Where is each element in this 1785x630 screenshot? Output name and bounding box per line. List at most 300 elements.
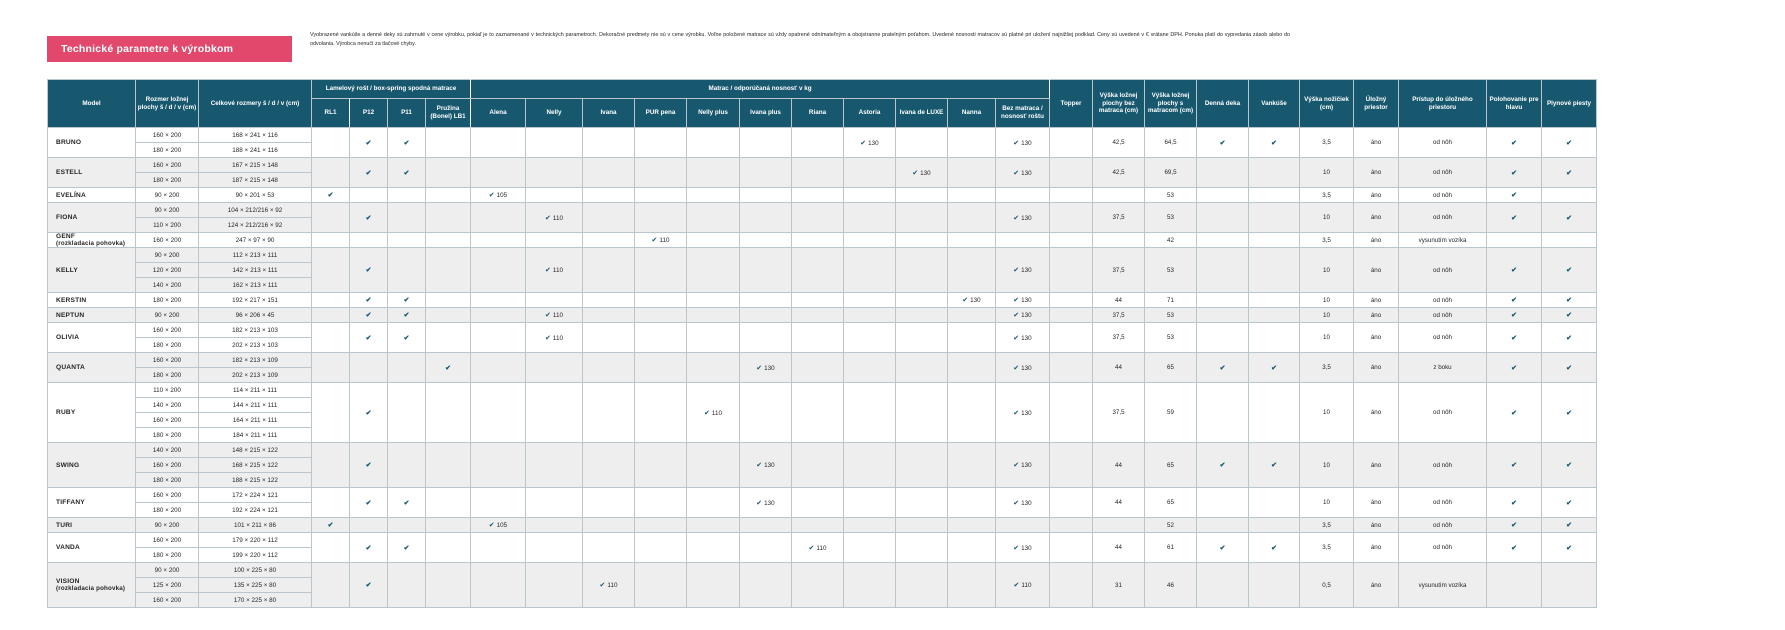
cell-slat-3: ✔ bbox=[388, 128, 426, 158]
cell-matrace-3 bbox=[583, 293, 635, 308]
col-storage-access: Prístup do úložného priestoru bbox=[1399, 80, 1487, 128]
cell-slat-3: ✔ bbox=[388, 533, 426, 563]
col-matrace-1: Alena bbox=[471, 99, 526, 128]
cell-matrace-2: ✔ 110 bbox=[526, 203, 583, 233]
cell-slat-2: ✔ bbox=[350, 248, 388, 293]
cell-matrace-5 bbox=[687, 248, 740, 293]
cell-dim-total: 179 × 220 × 112 bbox=[199, 533, 312, 548]
cell-height-with-mattress: 61 bbox=[1145, 533, 1197, 563]
cell-slat-3: ✔ bbox=[388, 308, 426, 323]
col-head-positioning: Polohovanie pre hlavu bbox=[1487, 80, 1542, 128]
cell-matrace-4 bbox=[635, 128, 687, 158]
cell-topper bbox=[1050, 353, 1093, 383]
cell-dim-lying: 180 × 200 bbox=[136, 548, 199, 563]
cell-pillows bbox=[1249, 308, 1300, 323]
cell-dim-total: 192 × 217 × 151 bbox=[199, 293, 312, 308]
cell-matrace-6 bbox=[740, 383, 792, 443]
cell-matrace-9 bbox=[896, 128, 948, 158]
cell-matrace-8: ✔ 130 bbox=[844, 128, 896, 158]
row-model-name: TIFFANY bbox=[48, 488, 136, 518]
cell-matrace-10: ✔ 130 bbox=[948, 293, 996, 308]
cell-topper bbox=[1050, 293, 1093, 308]
cell-day-blanket bbox=[1197, 293, 1249, 308]
cell-dim-total: 202 × 213 × 103 bbox=[199, 338, 312, 353]
cell-matrace-9: ✔ 130 bbox=[896, 158, 948, 188]
cell-height-no-mattress: 37,5 bbox=[1093, 308, 1145, 323]
cell-height-no-mattress: 44 bbox=[1093, 488, 1145, 518]
cell-matrace-1 bbox=[471, 233, 526, 248]
cell-matrace-3 bbox=[583, 323, 635, 353]
cell-pillows bbox=[1249, 158, 1300, 188]
cell-matrace-9 bbox=[896, 323, 948, 353]
cell-head-positioning: ✔ bbox=[1487, 308, 1542, 323]
cell-matrace-4 bbox=[635, 188, 687, 203]
cell-matrace-9 bbox=[896, 488, 948, 518]
cell-dim-lying: 160 × 200 bbox=[136, 233, 199, 248]
cell-pillows bbox=[1249, 563, 1300, 608]
cell-slat-4: ✔ bbox=[426, 353, 471, 383]
table-row bbox=[48, 443, 1597, 458]
cell-leg-height: 10 bbox=[1300, 308, 1354, 323]
cell-dim-total: 101 × 211 × 86 bbox=[199, 518, 312, 533]
cell-matrace-2 bbox=[526, 443, 583, 488]
cell-matrace-3 bbox=[583, 353, 635, 383]
cell-storage-access: od nôh bbox=[1399, 443, 1487, 488]
cell-matrace-8 bbox=[844, 233, 896, 248]
cell-dim-total: 148 × 215 × 122 bbox=[199, 443, 312, 458]
cell-dim-lying: 180 × 200 bbox=[136, 173, 199, 188]
cell-height-with-mattress: 46 bbox=[1145, 563, 1197, 608]
cell-slat-3 bbox=[388, 233, 426, 248]
cell-matrace-7 bbox=[792, 518, 844, 533]
cell-matrace-7 bbox=[792, 248, 844, 293]
cell-day-blanket: ✔ bbox=[1197, 533, 1249, 563]
cell-dim-total: 90 × 201 × 53 bbox=[199, 188, 312, 203]
cell-matrace-3 bbox=[583, 248, 635, 293]
cell-dim-lying: 160 × 200 bbox=[136, 413, 199, 428]
cell-matrace-11 bbox=[996, 188, 1050, 203]
cell-slat-4 bbox=[426, 563, 471, 608]
cell-dim-lying: 180 × 200 bbox=[136, 143, 199, 158]
cell-height-with-mattress: 53 bbox=[1145, 323, 1197, 353]
cell-matrace-7 bbox=[792, 128, 844, 158]
cell-matrace-6 bbox=[740, 293, 792, 308]
cell-dim-lying: 180 × 200 bbox=[136, 368, 199, 383]
cell-matrace-9 bbox=[896, 563, 948, 608]
cell-leg-height: 3,5 bbox=[1300, 233, 1354, 248]
cell-matrace-8 bbox=[844, 533, 896, 563]
cell-slat-2 bbox=[350, 518, 388, 533]
row-model-name: OLIVIA bbox=[48, 323, 136, 353]
cell-dim-lying: 90 × 200 bbox=[136, 248, 199, 263]
cell-matrace-11: ✔ 130 bbox=[996, 323, 1050, 353]
cell-matrace-3 bbox=[583, 158, 635, 188]
cell-slat-1 bbox=[312, 203, 350, 233]
specs-table bbox=[47, 79, 1597, 608]
row-model-name: TURI bbox=[48, 518, 136, 533]
cell-height-with-mattress: 71 bbox=[1145, 293, 1197, 308]
cell-matrace-3 bbox=[583, 188, 635, 203]
cell-slat-2 bbox=[350, 188, 388, 203]
cell-dim-total: 142 × 213 × 111 bbox=[199, 263, 312, 278]
cell-matrace-11 bbox=[996, 233, 1050, 248]
cell-dim-lying: 125 × 200 bbox=[136, 578, 199, 593]
col-day-blanket: Denná deka bbox=[1197, 80, 1249, 128]
cell-matrace-10 bbox=[948, 128, 996, 158]
row-model-name: SWING bbox=[48, 443, 136, 488]
cell-dim-lying: 120 × 200 bbox=[136, 263, 199, 278]
cell-head-positioning: ✔ bbox=[1487, 488, 1542, 518]
cell-slat-1 bbox=[312, 248, 350, 293]
cell-matrace-6: ✔ 130 bbox=[740, 443, 792, 488]
cell-slat-3 bbox=[388, 188, 426, 203]
cell-matrace-5 bbox=[687, 203, 740, 233]
cell-pillows: ✔ bbox=[1249, 533, 1300, 563]
cell-storage: áno bbox=[1354, 563, 1399, 608]
cell-dim-total: 96 × 206 × 45 bbox=[199, 308, 312, 323]
cell-dim-total: 162 × 213 × 111 bbox=[199, 278, 312, 293]
cell-gas-pistons: ✔ bbox=[1542, 323, 1597, 353]
cell-dim-total: 100 × 225 × 80 bbox=[199, 563, 312, 578]
cell-matrace-6 bbox=[740, 248, 792, 293]
cell-dim-total: 168 × 241 × 116 bbox=[199, 128, 312, 143]
cell-dim-total: 184 × 211 × 111 bbox=[199, 428, 312, 443]
col-matrace-9: Ivana de LUXE bbox=[896, 99, 948, 128]
cell-storage: áno bbox=[1354, 353, 1399, 383]
cell-matrace-10 bbox=[948, 533, 996, 563]
cell-dim-lying: 140 × 200 bbox=[136, 443, 199, 458]
cell-gas-pistons: ✔ bbox=[1542, 353, 1597, 383]
cell-matrace-2 bbox=[526, 233, 583, 248]
cell-storage-access: od nôh bbox=[1399, 533, 1487, 563]
cell-matrace-4 bbox=[635, 293, 687, 308]
cell-matrace-6 bbox=[740, 563, 792, 608]
cell-gas-pistons: ✔ bbox=[1542, 443, 1597, 488]
row-model-name: NEPTUN bbox=[48, 308, 136, 323]
cell-storage: áno bbox=[1354, 383, 1399, 443]
cell-matrace-8 bbox=[844, 518, 896, 533]
cell-matrace-1 bbox=[471, 383, 526, 443]
cell-gas-pistons: ✔ bbox=[1542, 308, 1597, 323]
cell-storage-access: od nôh bbox=[1399, 488, 1487, 518]
cell-matrace-7 bbox=[792, 293, 844, 308]
cell-slat-2 bbox=[350, 233, 388, 248]
cell-slat-1 bbox=[312, 353, 350, 383]
cell-storage-access: od nôh bbox=[1399, 158, 1487, 188]
col-dim-total: Celkové rozmery š / d / v (cm) bbox=[199, 80, 312, 128]
cell-dim-lying: 110 × 200 bbox=[136, 383, 199, 398]
cell-matrace-10 bbox=[948, 203, 996, 233]
cell-slat-4 bbox=[426, 293, 471, 308]
cell-leg-height: 10 bbox=[1300, 248, 1354, 293]
cell-slat-2: ✔ bbox=[350, 293, 388, 308]
cell-slat-1 bbox=[312, 488, 350, 518]
cell-day-blanket bbox=[1197, 518, 1249, 533]
cell-matrace-3: ✔ 110 bbox=[583, 563, 635, 608]
cell-matrace-8 bbox=[844, 443, 896, 488]
cell-matrace-9 bbox=[896, 248, 948, 293]
cell-day-blanket bbox=[1197, 323, 1249, 353]
table-row bbox=[48, 488, 1597, 503]
cell-gas-pistons: ✔ bbox=[1542, 518, 1597, 533]
cell-slat-4 bbox=[426, 233, 471, 248]
table-row bbox=[48, 128, 1597, 143]
cell-storage: áno bbox=[1354, 323, 1399, 353]
cell-topper bbox=[1050, 443, 1093, 488]
cell-slat-3 bbox=[388, 248, 426, 293]
cell-matrace-7 bbox=[792, 323, 844, 353]
cell-matrace-4 bbox=[635, 158, 687, 188]
cell-dim-lying: 140 × 200 bbox=[136, 398, 199, 413]
cell-leg-height: 10 bbox=[1300, 158, 1354, 188]
cell-matrace-6 bbox=[740, 533, 792, 563]
cell-dim-total: 135 × 225 × 80 bbox=[199, 578, 312, 593]
cell-matrace-10 bbox=[948, 158, 996, 188]
cell-matrace-8 bbox=[844, 248, 896, 293]
cell-slat-2 bbox=[350, 353, 388, 383]
cell-matrace-4 bbox=[635, 563, 687, 608]
cell-matrace-9 bbox=[896, 188, 948, 203]
cell-matrace-7 bbox=[792, 383, 844, 443]
cell-head-positioning: ✔ bbox=[1487, 353, 1542, 383]
cell-slat-1 bbox=[312, 323, 350, 353]
cell-head-positioning: ✔ bbox=[1487, 128, 1542, 158]
cell-matrace-7 bbox=[792, 308, 844, 323]
cell-dim-lying: 160 × 200 bbox=[136, 158, 199, 173]
cell-slat-2: ✔ bbox=[350, 308, 388, 323]
cell-storage: áno bbox=[1354, 188, 1399, 203]
cell-matrace-2 bbox=[526, 353, 583, 383]
table-row bbox=[48, 383, 1597, 398]
row-model-name: ESTELL bbox=[48, 158, 136, 188]
cell-dim-total: 124 × 212/216 × 92 bbox=[199, 218, 312, 233]
cell-matrace-1 bbox=[471, 323, 526, 353]
cell-pillows bbox=[1249, 488, 1300, 518]
cell-slat-1 bbox=[312, 383, 350, 443]
cell-matrace-11: ✔ 130 bbox=[996, 383, 1050, 443]
table-row bbox=[48, 323, 1597, 338]
cell-leg-height: 3,5 bbox=[1300, 533, 1354, 563]
cell-matrace-9 bbox=[896, 203, 948, 233]
cell-head-positioning: ✔ bbox=[1487, 188, 1542, 203]
cell-slat-1 bbox=[312, 443, 350, 488]
cell-height-with-mattress: 65 bbox=[1145, 488, 1197, 518]
cell-storage: áno bbox=[1354, 128, 1399, 158]
cell-matrace-5 bbox=[687, 443, 740, 488]
cell-slat-2: ✔ bbox=[350, 383, 388, 443]
cell-pillows bbox=[1249, 233, 1300, 248]
cell-height-no-mattress bbox=[1093, 233, 1145, 248]
cell-matrace-10 bbox=[948, 488, 996, 518]
cell-matrace-5 bbox=[687, 518, 740, 533]
cell-matrace-4 bbox=[635, 383, 687, 443]
col-storage: Úložný priestor bbox=[1354, 80, 1399, 128]
cell-slat-4 bbox=[426, 383, 471, 443]
cell-topper bbox=[1050, 188, 1093, 203]
cell-slat-3 bbox=[388, 518, 426, 533]
cell-matrace-8 bbox=[844, 383, 896, 443]
cell-gas-pistons: ✔ bbox=[1542, 248, 1597, 293]
cell-day-blanket bbox=[1197, 203, 1249, 233]
cell-slat-1 bbox=[312, 308, 350, 323]
cell-dim-lying: 90 × 200 bbox=[136, 308, 199, 323]
cell-matrace-3 bbox=[583, 383, 635, 443]
cell-dim-lying: 180 × 200 bbox=[136, 338, 199, 353]
cell-dim-total: 167 × 215 × 148 bbox=[199, 158, 312, 173]
cell-storage: áno bbox=[1354, 518, 1399, 533]
cell-matrace-6 bbox=[740, 188, 792, 203]
cell-matrace-2 bbox=[526, 563, 583, 608]
cell-matrace-10 bbox=[948, 518, 996, 533]
cell-height-no-mattress: 42,5 bbox=[1093, 158, 1145, 188]
cell-storage-access: vysunutím vozíka bbox=[1399, 233, 1487, 248]
cell-dim-total: 170 × 225 × 80 bbox=[199, 593, 312, 608]
cell-storage: áno bbox=[1354, 488, 1399, 518]
cell-pillows: ✔ bbox=[1249, 443, 1300, 488]
cell-matrace-9 bbox=[896, 308, 948, 323]
cell-topper bbox=[1050, 533, 1093, 563]
cell-matrace-2: ✔ 110 bbox=[526, 323, 583, 353]
cell-gas-pistons: ✔ bbox=[1542, 383, 1597, 443]
cell-storage-access: od nôh bbox=[1399, 518, 1487, 533]
cell-dim-total: 187 × 215 × 148 bbox=[199, 173, 312, 188]
cell-matrace-5: ✔ 110 bbox=[687, 383, 740, 443]
cell-matrace-5 bbox=[687, 353, 740, 383]
cell-storage: áno bbox=[1354, 233, 1399, 248]
cell-day-blanket bbox=[1197, 383, 1249, 443]
cell-dim-lying: 90 × 200 bbox=[136, 203, 199, 218]
cell-dim-lying: 180 × 200 bbox=[136, 428, 199, 443]
cell-slat-1 bbox=[312, 563, 350, 608]
cell-height-no-mattress: 37,5 bbox=[1093, 248, 1145, 293]
cell-day-blanket bbox=[1197, 158, 1249, 188]
cell-head-positioning: ✔ bbox=[1487, 323, 1542, 353]
cell-slat-1 bbox=[312, 533, 350, 563]
cell-matrace-11: ✔ 110 bbox=[996, 563, 1050, 608]
cell-dim-lying: 180 × 200 bbox=[136, 473, 199, 488]
cell-matrace-10 bbox=[948, 233, 996, 248]
cell-topper bbox=[1050, 488, 1093, 518]
cell-head-positioning bbox=[1487, 233, 1542, 248]
cell-slat-4 bbox=[426, 248, 471, 293]
cell-dim-total: 188 × 241 × 116 bbox=[199, 143, 312, 158]
cell-storage: áno bbox=[1354, 308, 1399, 323]
cell-slat-2: ✔ bbox=[350, 533, 388, 563]
cell-height-with-mattress: 42 bbox=[1145, 233, 1197, 248]
col-matrace-5: Nelly plus bbox=[687, 99, 740, 128]
cell-topper bbox=[1050, 128, 1093, 158]
page-title: Technické parametre k výrobkom bbox=[61, 43, 234, 55]
cell-matrace-2 bbox=[526, 383, 583, 443]
cell-day-blanket: ✔ bbox=[1197, 128, 1249, 158]
cell-matrace-3 bbox=[583, 233, 635, 248]
cell-storage-access: od nôh bbox=[1399, 248, 1487, 293]
cell-pillows bbox=[1249, 293, 1300, 308]
cell-storage: áno bbox=[1354, 248, 1399, 293]
cell-height-with-mattress: 53 bbox=[1145, 188, 1197, 203]
cell-slat-3: ✔ bbox=[388, 293, 426, 308]
cell-matrace-5 bbox=[687, 128, 740, 158]
cell-storage: áno bbox=[1354, 158, 1399, 188]
cell-matrace-2 bbox=[526, 533, 583, 563]
cell-matrace-8 bbox=[844, 158, 896, 188]
cell-matrace-7 bbox=[792, 188, 844, 203]
cell-leg-height: 0,5 bbox=[1300, 563, 1354, 608]
cell-matrace-9 bbox=[896, 533, 948, 563]
cell-slat-1 bbox=[312, 158, 350, 188]
cell-slat-1: ✔ bbox=[312, 518, 350, 533]
cell-slat-2: ✔ bbox=[350, 203, 388, 233]
cell-height-with-mattress: 65 bbox=[1145, 443, 1197, 488]
cell-matrace-11: ✔ 130 bbox=[996, 488, 1050, 518]
cell-matrace-4 bbox=[635, 518, 687, 533]
cell-dim-total: 114 × 211 × 111 bbox=[199, 383, 312, 398]
row-model-name: RUBY bbox=[48, 383, 136, 443]
cell-leg-height: 3,5 bbox=[1300, 188, 1354, 203]
cell-leg-height: 10 bbox=[1300, 203, 1354, 233]
cell-pillows: ✔ bbox=[1249, 128, 1300, 158]
cell-gas-pistons: ✔ bbox=[1542, 293, 1597, 308]
col-matrace-11: Bez matraca / nosnosť roštu bbox=[996, 99, 1050, 128]
cell-matrace-10 bbox=[948, 353, 996, 383]
cell-matrace-10 bbox=[948, 308, 996, 323]
cell-dim-lying: 90 × 200 bbox=[136, 518, 199, 533]
cell-height-with-mattress: 53 bbox=[1145, 203, 1197, 233]
cell-pillows bbox=[1249, 188, 1300, 203]
cell-slat-1 bbox=[312, 128, 350, 158]
cell-storage-access: od nôh bbox=[1399, 293, 1487, 308]
cell-topper bbox=[1050, 383, 1093, 443]
cell-slat-4 bbox=[426, 533, 471, 563]
cell-matrace-11: ✔ 130 bbox=[996, 293, 1050, 308]
row-model-name: EVELÍNA bbox=[48, 188, 136, 203]
cell-dim-lying: 90 × 200 bbox=[136, 188, 199, 203]
cell-day-blanket: ✔ bbox=[1197, 353, 1249, 383]
col-matrace-10: Nanna bbox=[948, 99, 996, 128]
cell-leg-height: 10 bbox=[1300, 488, 1354, 518]
col-slat-1: RL1 bbox=[312, 99, 350, 128]
cell-matrace-6 bbox=[740, 158, 792, 188]
col-model: Model bbox=[48, 80, 136, 128]
cell-matrace-6 bbox=[740, 323, 792, 353]
col-group-slat: Lamelový rošt / box-spring spodná matrace bbox=[312, 80, 471, 99]
cell-matrace-2 bbox=[526, 158, 583, 188]
cell-matrace-4 bbox=[635, 488, 687, 518]
cell-matrace-10 bbox=[948, 248, 996, 293]
cell-matrace-3 bbox=[583, 128, 635, 158]
table-row bbox=[48, 203, 1597, 218]
cell-pillows bbox=[1249, 248, 1300, 293]
cell-matrace-11: ✔ 130 bbox=[996, 533, 1050, 563]
cell-matrace-1 bbox=[471, 248, 526, 293]
cell-topper bbox=[1050, 158, 1093, 188]
cell-storage-access: z boku bbox=[1399, 353, 1487, 383]
cell-height-no-mattress: 37,5 bbox=[1093, 203, 1145, 233]
cell-dim-total: 172 × 224 × 121 bbox=[199, 488, 312, 503]
cell-matrace-4 bbox=[635, 323, 687, 353]
cell-leg-height: 3,5 bbox=[1300, 128, 1354, 158]
cell-slat-4 bbox=[426, 518, 471, 533]
cell-height-no-mattress: 44 bbox=[1093, 293, 1145, 308]
cell-matrace-9 bbox=[896, 233, 948, 248]
cell-slat-4 bbox=[426, 488, 471, 518]
cell-matrace-5 bbox=[687, 533, 740, 563]
cell-matrace-6 bbox=[740, 518, 792, 533]
cell-dim-lying: 180 × 200 bbox=[136, 293, 199, 308]
table-row bbox=[48, 293, 1597, 308]
cell-dim-lying: 160 × 200 bbox=[136, 593, 199, 608]
cell-dim-lying: 90 × 200 bbox=[136, 563, 199, 578]
